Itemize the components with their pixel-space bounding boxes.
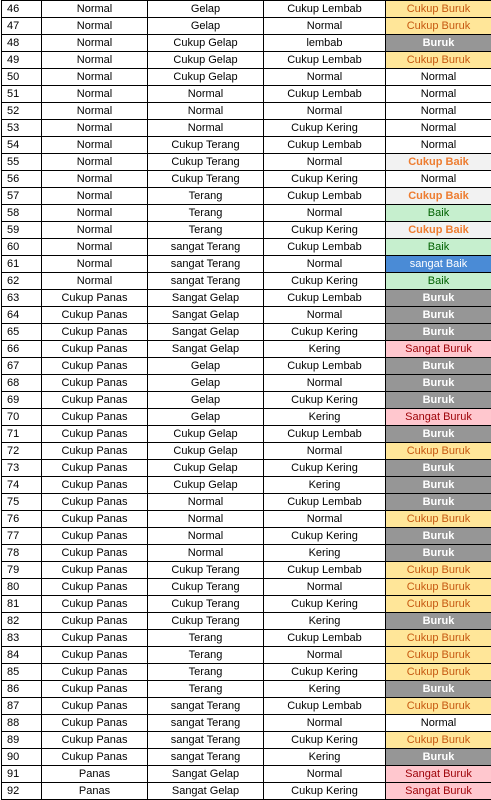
- table-row: [2, 494, 491, 511]
- humidity-cell[interactable]: Cukup Lembab: [264, 1, 386, 18]
- temperature-cell[interactable]: Cukup Panas: [42, 358, 148, 375]
- light-cell[interactable]: Cukup Gelap: [148, 460, 264, 477]
- table-row: [2, 1, 491, 18]
- light-cell[interactable]: Normal: [148, 494, 264, 511]
- light-cell[interactable]: Sangat Gelap: [148, 766, 264, 783]
- light-cell[interactable]: Gelap: [148, 375, 264, 392]
- row-number-cell[interactable]: 53: [2, 120, 42, 137]
- humidity-cell[interactable]: Cukup Lembab: [264, 630, 386, 647]
- temperature-cell[interactable]: Cukup Panas: [42, 545, 148, 562]
- humidity-cell[interactable]: Cukup Lembab: [264, 562, 386, 579]
- temperature-cell[interactable]: Cukup Panas: [42, 647, 148, 664]
- light-cell[interactable]: Sangat Gelap: [148, 324, 264, 341]
- table-row: [2, 732, 491, 749]
- rules-table-body: [2, 1, 491, 800]
- result-cell[interactable]: Cukup Buruk: [386, 664, 491, 681]
- temperature-cell[interactable]: Normal: [42, 205, 148, 222]
- result-cell[interactable]: Buruk: [386, 494, 491, 511]
- humidity-cell[interactable]: Normal: [264, 307, 386, 324]
- light-cell[interactable]: Normal: [148, 86, 264, 103]
- humidity-cell[interactable]: Kering: [264, 749, 386, 766]
- table-row: [2, 205, 491, 222]
- light-cell[interactable]: Sangat Gelap: [148, 341, 264, 358]
- result-cell[interactable]: Buruk: [386, 545, 491, 562]
- humidity-cell[interactable]: Kering: [264, 545, 386, 562]
- humidity-cell[interactable]: Cukup Kering: [264, 732, 386, 749]
- row-number-cell[interactable]: 70: [2, 409, 42, 426]
- humidity-cell[interactable]: Normal: [264, 375, 386, 392]
- row-number-cell[interactable]: 61: [2, 256, 42, 273]
- result-cell[interactable]: Buruk: [386, 35, 491, 52]
- temperature-cell[interactable]: Cukup Panas: [42, 579, 148, 596]
- row-number-cell[interactable]: 59: [2, 222, 42, 239]
- table-row: [2, 52, 491, 69]
- temperature-cell[interactable]: Normal: [42, 103, 148, 120]
- light-cell[interactable]: Terang: [148, 664, 264, 681]
- temperature-cell[interactable]: Normal: [42, 171, 148, 188]
- row-number-cell[interactable]: 74: [2, 477, 42, 494]
- light-cell[interactable]: sangat Terang: [148, 239, 264, 256]
- temperature-cell[interactable]: Cukup Panas: [42, 409, 148, 426]
- row-number-cell[interactable]: 80: [2, 579, 42, 596]
- row-number-cell[interactable]: 78: [2, 545, 42, 562]
- light-cell[interactable]: Cukup Terang: [148, 579, 264, 596]
- light-cell[interactable]: Cukup Gelap: [148, 35, 264, 52]
- table-row: [2, 562, 491, 579]
- table-row: [2, 392, 491, 409]
- light-cell[interactable]: Gelap: [148, 18, 264, 35]
- temperature-cell[interactable]: Cukup Panas: [42, 732, 148, 749]
- light-cell[interactable]: Terang: [148, 681, 264, 698]
- table-row: [2, 460, 491, 477]
- humidity-cell[interactable]: Normal: [264, 443, 386, 460]
- light-cell[interactable]: Cukup Gelap: [148, 443, 264, 460]
- light-cell[interactable]: sangat Terang: [148, 256, 264, 273]
- row-number-cell[interactable]: 84: [2, 647, 42, 664]
- table-row: [2, 698, 491, 715]
- humidity-cell[interactable]: Kering: [264, 477, 386, 494]
- result-cell[interactable]: Cukup Buruk: [386, 732, 491, 749]
- light-cell[interactable]: sangat Terang: [148, 698, 264, 715]
- temperature-cell[interactable]: Panas: [42, 766, 148, 783]
- row-number-cell[interactable]: 71: [2, 426, 42, 443]
- humidity-cell[interactable]: Cukup Kering: [264, 460, 386, 477]
- temperature-cell[interactable]: Normal: [42, 1, 148, 18]
- temperature-cell[interactable]: Cukup Panas: [42, 664, 148, 681]
- row-number-cell[interactable]: 73: [2, 460, 42, 477]
- humidity-cell[interactable]: Cukup Kering: [264, 120, 386, 137]
- row-number-cell[interactable]: 88: [2, 715, 42, 732]
- humidity-cell[interactable]: Cukup Kering: [264, 324, 386, 341]
- temperature-cell[interactable]: Normal: [42, 137, 148, 154]
- result-cell[interactable]: Buruk: [386, 613, 491, 630]
- temperature-cell[interactable]: Normal: [42, 18, 148, 35]
- result-cell[interactable]: Normal: [386, 86, 491, 103]
- result-cell[interactable]: Buruk: [386, 528, 491, 545]
- humidity-cell[interactable]: Cukup Kering: [264, 596, 386, 613]
- light-cell[interactable]: Gelap: [148, 358, 264, 375]
- humidity-cell[interactable]: Cukup Lembab: [264, 698, 386, 715]
- temperature-cell[interactable]: Cukup Panas: [42, 749, 148, 766]
- row-number-cell[interactable]: 47: [2, 18, 42, 35]
- table-row: [2, 103, 491, 120]
- row-number-cell[interactable]: 66: [2, 341, 42, 358]
- table-row: [2, 86, 491, 103]
- table-row: [2, 154, 491, 171]
- result-cell[interactable]: Sangat Buruk: [386, 766, 491, 783]
- temperature-cell[interactable]: Cukup Panas: [42, 426, 148, 443]
- table-row: [2, 613, 491, 630]
- result-cell[interactable]: Normal: [386, 171, 491, 188]
- light-cell[interactable]: Normal: [148, 120, 264, 137]
- row-number-cell[interactable]: 92: [2, 783, 42, 800]
- result-cell[interactable]: Cukup Baik: [386, 188, 491, 205]
- result-cell[interactable]: Cukup Buruk: [386, 596, 491, 613]
- row-number-cell[interactable]: 89: [2, 732, 42, 749]
- temperature-cell[interactable]: Cukup Panas: [42, 698, 148, 715]
- table-row: [2, 579, 491, 596]
- row-number-cell[interactable]: 51: [2, 86, 42, 103]
- light-cell[interactable]: Terang: [148, 205, 264, 222]
- row-number-cell[interactable]: 60: [2, 239, 42, 256]
- table-row: [2, 409, 491, 426]
- row-number-cell[interactable]: 54: [2, 137, 42, 154]
- table-row: [2, 681, 491, 698]
- humidity-cell[interactable]: Normal: [264, 103, 386, 120]
- result-cell[interactable]: Normal: [386, 69, 491, 86]
- humidity-cell[interactable]: Cukup Lembab: [264, 137, 386, 154]
- humidity-cell[interactable]: Cukup Kering: [264, 392, 386, 409]
- row-number-cell[interactable]: 63: [2, 290, 42, 307]
- result-cell[interactable]: Sangat Buruk: [386, 783, 491, 800]
- humidity-cell[interactable]: Kering: [264, 341, 386, 358]
- temperature-cell[interactable]: Cukup Panas: [42, 596, 148, 613]
- temperature-cell[interactable]: Cukup Panas: [42, 562, 148, 579]
- result-cell[interactable]: Buruk: [386, 392, 491, 409]
- result-cell[interactable]: Buruk: [386, 460, 491, 477]
- table-row: [2, 664, 491, 681]
- row-number-cell[interactable]: 58: [2, 205, 42, 222]
- row-number-cell[interactable]: 72: [2, 443, 42, 460]
- row-number-cell[interactable]: 57: [2, 188, 42, 205]
- row-number-cell[interactable]: 62: [2, 273, 42, 290]
- light-cell[interactable]: Cukup Terang: [148, 154, 264, 171]
- humidity-cell[interactable]: Normal: [264, 647, 386, 664]
- table-row: [2, 443, 491, 460]
- temperature-cell[interactable]: Cukup Panas: [42, 290, 148, 307]
- humidity-cell[interactable]: Normal: [264, 205, 386, 222]
- humidity-cell[interactable]: Cukup Lembab: [264, 358, 386, 375]
- temperature-cell[interactable]: Cukup Panas: [42, 630, 148, 647]
- light-cell[interactable]: Terang: [148, 222, 264, 239]
- result-cell[interactable]: Cukup Baik: [386, 154, 491, 171]
- rules-table: [1, 0, 491, 800]
- temperature-cell[interactable]: Normal: [42, 35, 148, 52]
- result-cell[interactable]: sangat Baik: [386, 256, 491, 273]
- light-cell[interactable]: Normal: [148, 511, 264, 528]
- table-row: [2, 426, 491, 443]
- temperature-cell[interactable]: Cukup Panas: [42, 494, 148, 511]
- light-cell[interactable]: Cukup Gelap: [148, 52, 264, 69]
- light-cell[interactable]: Cukup Gelap: [148, 477, 264, 494]
- temperature-cell[interactable]: Cukup Panas: [42, 528, 148, 545]
- table-row: [2, 511, 491, 528]
- result-cell[interactable]: Baik: [386, 239, 491, 256]
- table-row: [2, 239, 491, 256]
- humidity-cell[interactable]: Cukup Kering: [264, 664, 386, 681]
- temperature-cell[interactable]: Panas: [42, 783, 148, 800]
- humidity-cell[interactable]: Cukup Kering: [264, 528, 386, 545]
- result-cell[interactable]: Cukup Baik: [386, 222, 491, 239]
- humidity-cell[interactable]: Cukup Lembab: [264, 188, 386, 205]
- table-row: [2, 69, 491, 86]
- light-cell[interactable]: Gelap: [148, 409, 264, 426]
- temperature-cell[interactable]: Cukup Panas: [42, 324, 148, 341]
- humidity-cell[interactable]: Cukup Kering: [264, 222, 386, 239]
- result-cell[interactable]: Buruk: [386, 307, 491, 324]
- table-row: [2, 273, 491, 290]
- humidity-cell[interactable]: Normal: [264, 766, 386, 783]
- humidity-cell[interactable]: Cukup Kering: [264, 273, 386, 290]
- result-cell[interactable]: Normal: [386, 137, 491, 154]
- humidity-cell[interactable]: Cukup Lembab: [264, 426, 386, 443]
- humidity-cell[interactable]: Cukup Lembab: [264, 494, 386, 511]
- result-cell[interactable]: Baik: [386, 273, 491, 290]
- temperature-cell[interactable]: Cukup Panas: [42, 460, 148, 477]
- table-row: [2, 35, 491, 52]
- row-number-cell[interactable]: 49: [2, 52, 42, 69]
- table-row: [2, 188, 491, 205]
- humidity-cell[interactable]: Normal: [264, 256, 386, 273]
- humidity-cell[interactable]: Normal: [264, 154, 386, 171]
- temperature-cell[interactable]: Cukup Panas: [42, 477, 148, 494]
- temperature-cell[interactable]: Normal: [42, 154, 148, 171]
- table-row: [2, 341, 491, 358]
- light-cell[interactable]: sangat Terang: [148, 715, 264, 732]
- table-row: [2, 375, 491, 392]
- humidity-cell[interactable]: Kering: [264, 409, 386, 426]
- temperature-cell[interactable]: Normal: [42, 69, 148, 86]
- light-cell[interactable]: Cukup Gelap: [148, 426, 264, 443]
- row-number-cell[interactable]: 75: [2, 494, 42, 511]
- light-cell[interactable]: Normal: [148, 103, 264, 120]
- result-cell[interactable]: Cukup Buruk: [386, 647, 491, 664]
- result-cell[interactable]: Cukup Buruk: [386, 562, 491, 579]
- table-row: [2, 171, 491, 188]
- light-cell[interactable]: Sangat Gelap: [148, 307, 264, 324]
- result-cell[interactable]: Normal: [386, 715, 491, 732]
- light-cell[interactable]: Cukup Terang: [148, 613, 264, 630]
- table-row: [2, 324, 491, 341]
- humidity-cell[interactable]: Normal: [264, 715, 386, 732]
- result-cell[interactable]: Sangat Buruk: [386, 409, 491, 426]
- result-cell[interactable]: Cukup Buruk: [386, 630, 491, 647]
- humidity-cell[interactable]: lembab: [264, 35, 386, 52]
- table-row: [2, 18, 491, 35]
- result-cell[interactable]: Cukup Buruk: [386, 579, 491, 596]
- row-number-cell[interactable]: 48: [2, 35, 42, 52]
- light-cell[interactable]: Normal: [148, 528, 264, 545]
- light-cell[interactable]: sangat Terang: [148, 749, 264, 766]
- light-cell[interactable]: Gelap: [148, 1, 264, 18]
- result-cell[interactable]: Buruk: [386, 681, 491, 698]
- temperature-cell[interactable]: Cukup Panas: [42, 715, 148, 732]
- row-number-cell[interactable]: 87: [2, 698, 42, 715]
- result-cell[interactable]: Cukup Buruk: [386, 52, 491, 69]
- row-number-cell[interactable]: 77: [2, 528, 42, 545]
- humidity-cell[interactable]: Kering: [264, 613, 386, 630]
- table-row: [2, 647, 491, 664]
- result-cell[interactable]: Buruk: [386, 324, 491, 341]
- result-cell[interactable]: Cukup Buruk: [386, 1, 491, 18]
- table-row: [2, 120, 491, 137]
- humidity-cell[interactable]: Cukup Lembab: [264, 239, 386, 256]
- result-cell[interactable]: Normal: [386, 103, 491, 120]
- table-row: [2, 222, 491, 239]
- light-cell[interactable]: Cukup Terang: [148, 596, 264, 613]
- humidity-cell[interactable]: Cukup Kering: [264, 783, 386, 800]
- row-number-cell[interactable]: 64: [2, 307, 42, 324]
- table-row: [2, 477, 491, 494]
- result-cell[interactable]: Cukup Buruk: [386, 443, 491, 460]
- row-number-cell[interactable]: 83: [2, 630, 42, 647]
- temperature-cell[interactable]: Cukup Panas: [42, 392, 148, 409]
- light-cell[interactable]: Sangat Gelap: [148, 290, 264, 307]
- temperature-cell[interactable]: Normal: [42, 120, 148, 137]
- result-cell[interactable]: Sangat Buruk: [386, 341, 491, 358]
- result-cell[interactable]: Buruk: [386, 749, 491, 766]
- row-number-cell[interactable]: 52: [2, 103, 42, 120]
- result-cell[interactable]: Normal: [386, 120, 491, 137]
- row-number-cell[interactable]: 65: [2, 324, 42, 341]
- result-cell[interactable]: Buruk: [386, 477, 491, 494]
- temperature-cell[interactable]: Normal: [42, 256, 148, 273]
- result-cell[interactable]: Baik: [386, 205, 491, 222]
- row-number-cell[interactable]: 67: [2, 358, 42, 375]
- light-cell[interactable]: Normal: [148, 545, 264, 562]
- light-cell[interactable]: Terang: [148, 188, 264, 205]
- humidity-cell[interactable]: Cukup Lembab: [264, 52, 386, 69]
- light-cell[interactable]: sangat Terang: [148, 732, 264, 749]
- temperature-cell[interactable]: Normal: [42, 188, 148, 205]
- result-cell[interactable]: Buruk: [386, 290, 491, 307]
- row-number-cell[interactable]: 56: [2, 171, 42, 188]
- result-cell[interactable]: Cukup Buruk: [386, 698, 491, 715]
- light-cell[interactable]: Sangat Gelap: [148, 783, 264, 800]
- humidity-cell[interactable]: Normal: [264, 69, 386, 86]
- table-row: [2, 307, 491, 324]
- temperature-cell[interactable]: Normal: [42, 222, 148, 239]
- temperature-cell[interactable]: Cukup Panas: [42, 307, 148, 324]
- temperature-cell[interactable]: Cukup Panas: [42, 511, 148, 528]
- row-number-cell[interactable]: 76: [2, 511, 42, 528]
- temperature-cell[interactable]: Cukup Panas: [42, 681, 148, 698]
- row-number-cell[interactable]: 85: [2, 664, 42, 681]
- row-number-cell[interactable]: 68: [2, 375, 42, 392]
- row-number-cell[interactable]: 46: [2, 1, 42, 18]
- table-row: [2, 256, 491, 273]
- humidity-cell[interactable]: Kering: [264, 681, 386, 698]
- table-row: [2, 766, 491, 783]
- row-number-cell[interactable]: 86: [2, 681, 42, 698]
- humidity-cell[interactable]: Normal: [264, 511, 386, 528]
- temperature-cell[interactable]: Cukup Panas: [42, 341, 148, 358]
- light-cell[interactable]: Terang: [148, 630, 264, 647]
- light-cell[interactable]: Cukup Terang: [148, 137, 264, 154]
- humidity-cell[interactable]: Cukup Lembab: [264, 290, 386, 307]
- light-cell[interactable]: Terang: [148, 647, 264, 664]
- temperature-cell[interactable]: Normal: [42, 86, 148, 103]
- temperature-cell[interactable]: Cukup Panas: [42, 613, 148, 630]
- table-row: [2, 137, 491, 154]
- table-row: [2, 358, 491, 375]
- row-number-cell[interactable]: 50: [2, 69, 42, 86]
- light-cell[interactable]: Cukup Terang: [148, 562, 264, 579]
- table-row: [2, 783, 491, 800]
- table-row: [2, 528, 491, 545]
- light-cell[interactable]: sangat Terang: [148, 273, 264, 290]
- table-row: [2, 749, 491, 766]
- temperature-cell[interactable]: Cukup Panas: [42, 443, 148, 460]
- temperature-cell[interactable]: Normal: [42, 273, 148, 290]
- row-number-cell[interactable]: 79: [2, 562, 42, 579]
- row-number-cell[interactable]: 81: [2, 596, 42, 613]
- table-row: [2, 596, 491, 613]
- row-number-cell[interactable]: 91: [2, 766, 42, 783]
- row-number-cell[interactable]: 90: [2, 749, 42, 766]
- table-row: [2, 630, 491, 647]
- row-number-cell[interactable]: 69: [2, 392, 42, 409]
- humidity-cell[interactable]: Cukup Lembab: [264, 86, 386, 103]
- result-cell[interactable]: Cukup Buruk: [386, 511, 491, 528]
- light-cell[interactable]: Cukup Terang: [148, 171, 264, 188]
- temperature-cell[interactable]: Normal: [42, 239, 148, 256]
- table-row: [2, 715, 491, 732]
- humidity-cell[interactable]: Normal: [264, 18, 386, 35]
- result-cell[interactable]: Buruk: [386, 426, 491, 443]
- humidity-cell[interactable]: Normal: [264, 579, 386, 596]
- result-cell[interactable]: Cukup Buruk: [386, 18, 491, 35]
- row-number-cell[interactable]: 82: [2, 613, 42, 630]
- temperature-cell[interactable]: Normal: [42, 52, 148, 69]
- table-row: [2, 290, 491, 307]
- result-cell[interactable]: Buruk: [386, 375, 491, 392]
- result-cell[interactable]: Buruk: [386, 358, 491, 375]
- temperature-cell[interactable]: Cukup Panas: [42, 375, 148, 392]
- light-cell[interactable]: Cukup Gelap: [148, 69, 264, 86]
- row-number-cell[interactable]: 55: [2, 154, 42, 171]
- humidity-cell[interactable]: Cukup Kering: [264, 171, 386, 188]
- light-cell[interactable]: Gelap: [148, 392, 264, 409]
- table-row: [2, 545, 491, 562]
